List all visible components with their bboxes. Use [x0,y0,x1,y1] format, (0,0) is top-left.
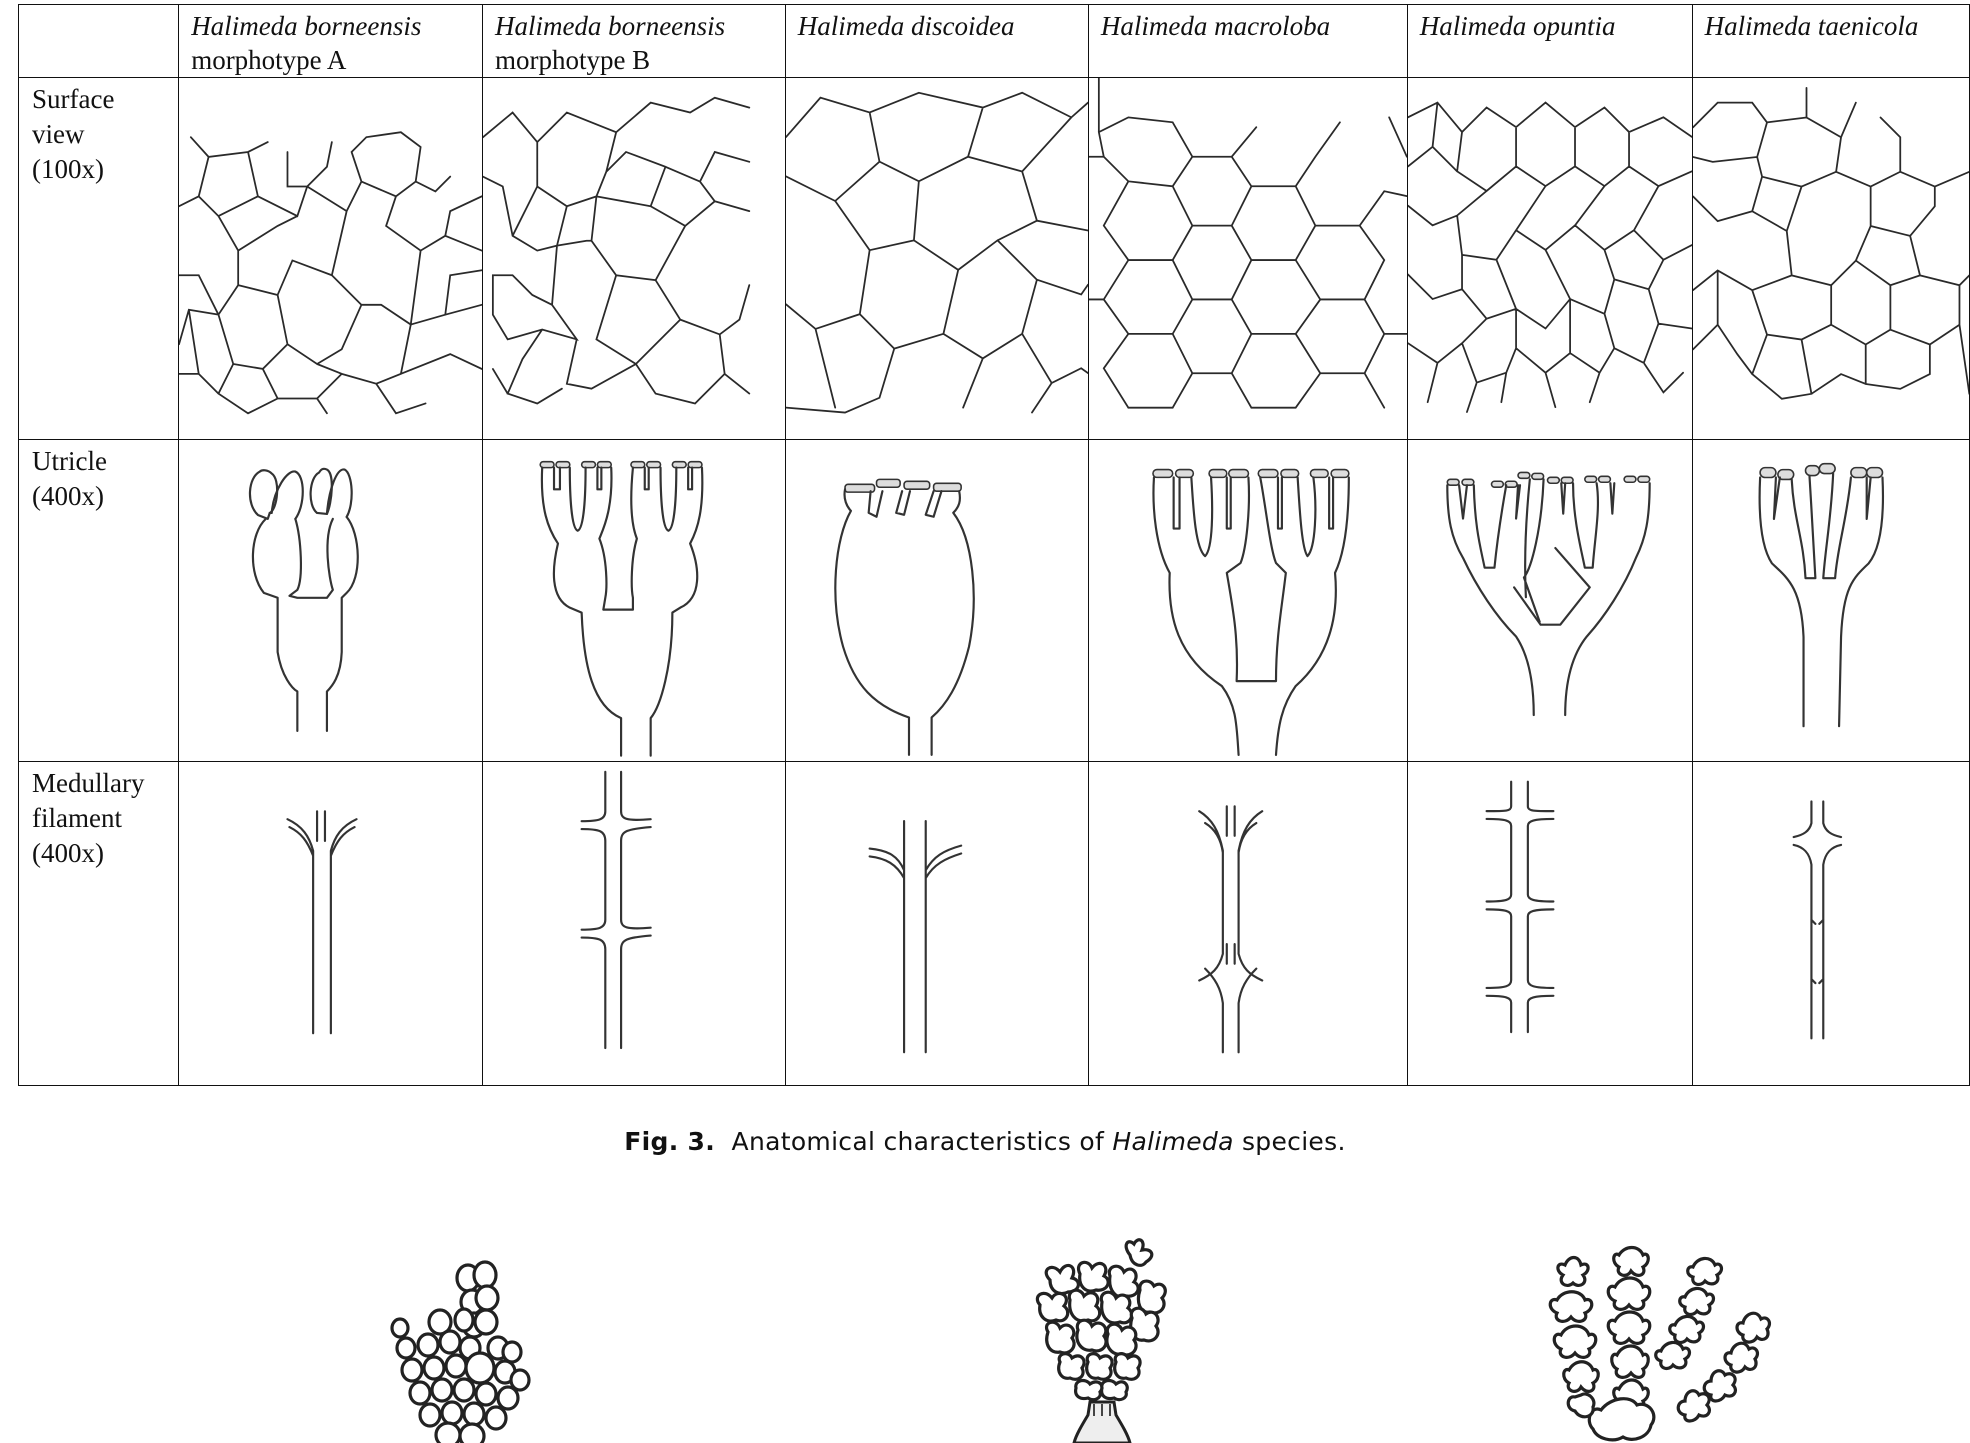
row-label [19,762,179,1086]
column-header [1692,5,1969,78]
row-label-line: (400x) [32,838,104,868]
utricle-b-drawing [483,440,785,758]
cell-network-drawing [786,78,1088,434]
cell-network-drawing [1693,78,1969,435]
surface-view-drawing [1407,78,1692,440]
filament-opuntia-drawing [1408,762,1692,1080]
surface-view-drawing [785,78,1088,440]
caption-genus: Halimeda [1112,1127,1234,1156]
surface-view-drawing [179,78,483,440]
species-name: Halimeda borneensis [191,11,422,41]
surface-view-drawing [1088,78,1407,440]
utricle-drawing [1407,440,1692,762]
utricle-opuntia-drawing [1408,440,1692,756]
beaded-thallus-icon [340,1240,540,1443]
species-name: Halimeda taenicola [1704,11,1919,41]
thallus-drawing-1 [340,1240,540,1443]
caption-text-end: species. [1241,1127,1346,1156]
species-name: Halimeda borneensis [494,11,726,41]
row-label-line: filament [32,803,122,833]
column-header [1088,5,1407,78]
cell-network-drawing [483,78,785,435]
utricle-drawing [785,440,1088,762]
thallus-drawing-3 [1535,1225,1775,1443]
column-header [482,5,785,78]
species-name: Halimeda discoidea [797,11,1015,41]
morphotype-label: morphotype B [494,45,651,75]
row-label [19,440,179,762]
utricle-a-drawing [179,440,482,758]
cell-network-drawing [179,78,482,435]
caption-text: Anatomical characteristics of [731,1127,1105,1156]
row-label [19,78,179,440]
figure-caption [0,1127,1970,1156]
branched-thallus-icon [1535,1225,1775,1443]
utricle-macroloba-drawing [1089,440,1407,757]
utricle-drawing [1088,440,1407,762]
surface-view-drawing [482,78,785,440]
filament-macroloba-drawing [1089,762,1407,1081]
column-header [785,5,1088,78]
filament-drawing [1088,762,1407,1086]
column-header [1407,5,1692,78]
filament-drawing [1692,762,1969,1086]
cell-network-drawing [1408,78,1692,434]
row-label-line: Medullary [32,768,145,798]
utricle-drawing [1692,440,1969,762]
surface-view-drawing [1692,78,1969,440]
filament-taenicola-drawing [1693,762,1969,1082]
row-label-line: (100x) [32,154,104,184]
filament-drawing [482,762,785,1086]
filament-a-drawing [179,762,482,1082]
anatomy-table [18,4,1970,1086]
header-row [19,5,1970,78]
row-label-line: Utricle [32,446,107,476]
figure-label: Fig. 3. [624,1127,716,1156]
utricle-drawing [482,440,785,762]
lobed-thallus-icon [1010,1230,1180,1443]
utricle-taenicola-drawing [1693,440,1969,758]
morphotype-label: morphotype A [191,45,347,75]
thallus-drawing-2 [1010,1230,1180,1443]
filament-discoidea-drawing [786,762,1088,1081]
corner-cell [19,5,179,78]
filament-drawing [179,762,483,1086]
filament-drawing [1407,762,1692,1086]
filament-b-drawing [483,762,785,1082]
utricle-drawing [179,440,483,762]
cell-network-drawing [1089,78,1407,434]
filament-drawing [785,762,1088,1086]
row-label-line: view [32,119,85,149]
column-header [179,5,483,78]
species-name: Halimeda opuntia [1419,11,1616,41]
medullary-filament-row [19,762,1970,1086]
utricle-row [19,440,1970,762]
species-name: Halimeda macroloba [1100,11,1331,41]
surface-view-row [19,78,1970,440]
row-label-line: (400x) [32,481,104,511]
row-label-line: Surface [32,84,115,114]
utricle-discoidea-drawing [786,440,1088,757]
